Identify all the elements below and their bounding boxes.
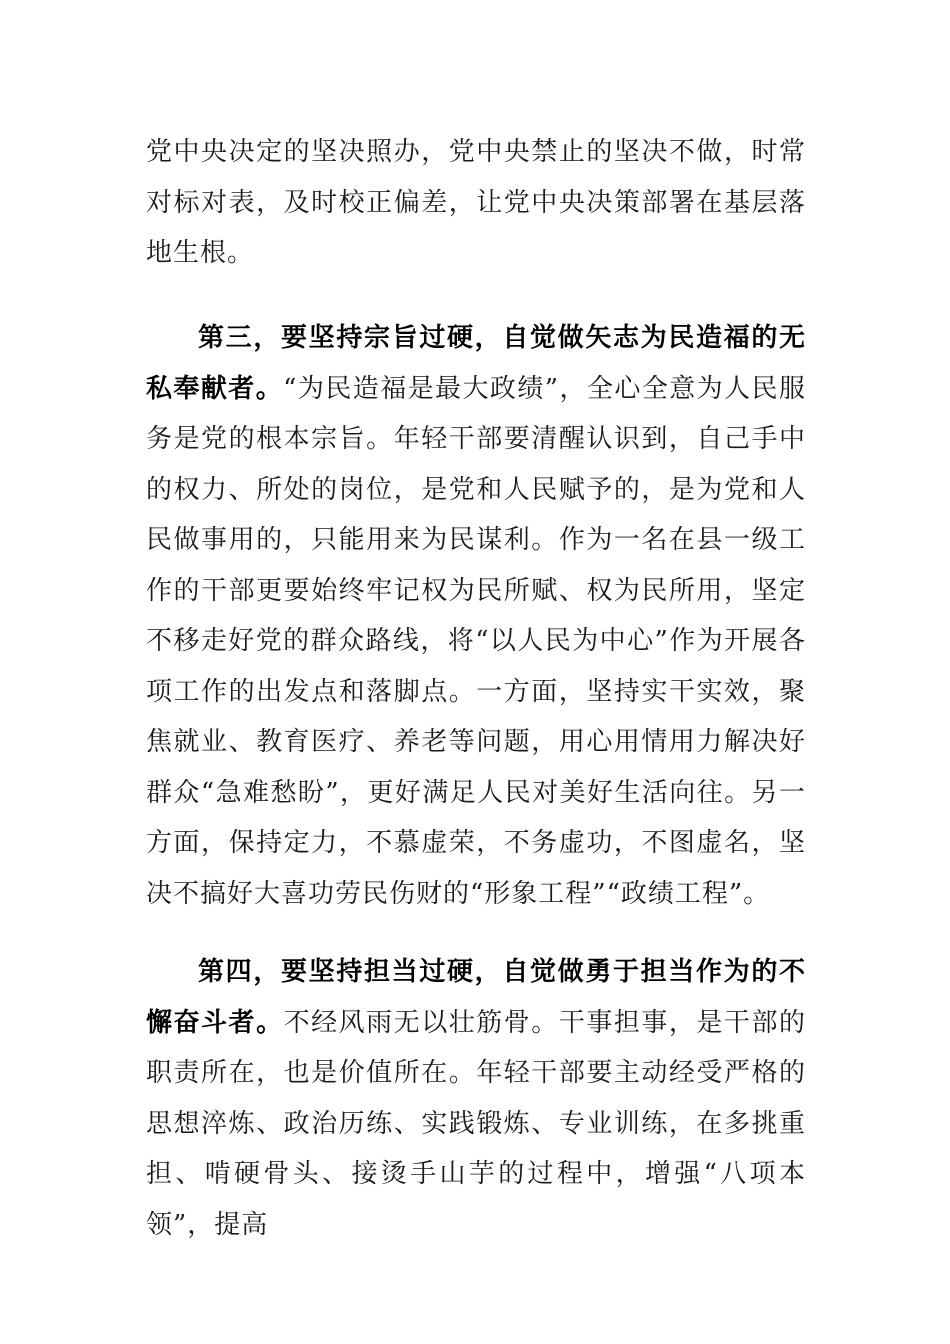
paragraph-3-body: 不经风雨无以壮筋骨。干事担事，是干部的职责所在，也是价值所在。年轻干部要主动经受严格的思想淬炼、政治历练、实践锻炼、专业训练，在多挑重担、啃硬骨头、接烫手山芋的过程中，增强“八项本领”，提高 — [146, 1007, 806, 1240]
paragraph-1 — [146, 127, 806, 279]
paragraph-2 — [146, 313, 806, 919]
paragraph-2-heading: 第三，要坚持宗旨过硬，自觉做矢志为民造福的无私奉献者。 — [146, 323, 806, 404]
paragraph-3 — [146, 947, 806, 1250]
paragraph-2-body: “为民造福是最大政绩”，全心全意为人民服务是党的根本宗旨。年轻干部要清醒认识到，自己手中的权力、所处的岗位，是党和人民赋予的，是为党和人民做事用的，只能用来为民谋利。作为一名在县一级工作的干部更要始终牢记权为民所赋、权为民所用，坚定不移走好党的群众路线，将“以人民为中心”作为开展各项工作的出发点和落脚点。一方面，坚持实干实效，聚焦就业、教育医疗、养老等问题，用心用情用力解决好群众“急难愁盼”，更好满足人民对美好生活向往。另一方面，保持定力，不慕虚荣，不务虚功，不图虚名，坚决不搞好大喜功劳民伤财的“形象工程”“政绩工程”。 — [146, 373, 806, 909]
paragraph-1-text: 党中央决定的坚决照办，党中央禁止的坚决不做，时常对标对表，及时校正偏差，让党中央决策部署在基层落地生根。 — [146, 137, 806, 268]
paragraph-3-heading: 第四，要坚持担当过硬，自觉做勇于担当作为的不懈奋斗者。 — [146, 957, 806, 1038]
